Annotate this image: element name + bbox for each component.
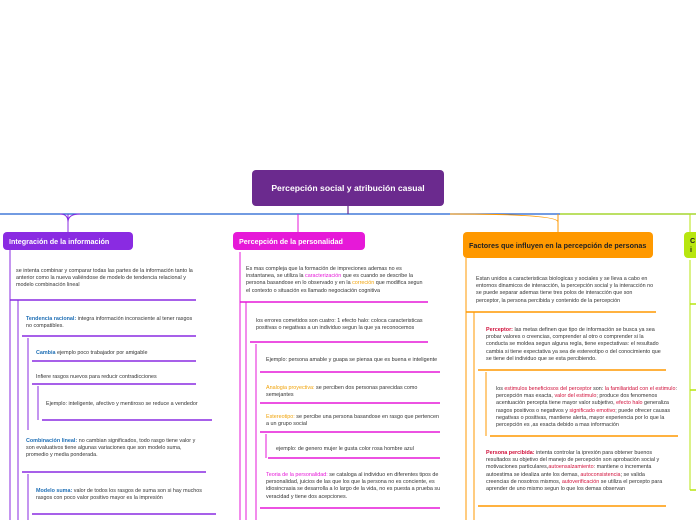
- ejemplo-color-node[interactable]: ejemplo: de genero mujer le gusta color rosa hombre azul: [276, 446, 414, 452]
- teoria-text: se cataloga al individuo en diferentes tipos de personalidad, juicios de las que los que la persona no es conciente, es idiosincrasia se desarrolla a lo largo de la vida, no es puesta a prueba su veracidad y tiene dos acepciones.: [266, 472, 441, 500]
- autoverificacion-highlight: autoverificación: [561, 478, 600, 485]
- branch-integracion-label: Integración de la información: [9, 236, 110, 246]
- ejemplo-vendedor-node[interactable]: Ejemplo: inteligente, afectivo y mentiroso se reduce a vendedor: [46, 401, 198, 407]
- branch-personalidad-label: Percepción de la personalidad: [239, 236, 343, 246]
- personalidad-intro[interactable]: [246, 266, 426, 295]
- autoconsistencia-highlight: autoconsistencia: [580, 471, 621, 478]
- combinacion-node[interactable]: [26, 438, 204, 460]
- estimulos-d: ; produce dos fenomenos acentuación percepta tiene mayor valor subjetivo,: [496, 393, 658, 407]
- emotivo-highlight: significado emotivo: [569, 407, 616, 414]
- infiere-node[interactable]: Infiere rasgos nuevos para reducir contradicciones: [36, 374, 157, 380]
- integracion-intro[interactable]: se intenta combinar y comparar todas las partes de la información tanto la anterior como la nueva valiéndose de modelo de tendencia relacional y modelo combinación lineal: [16, 268, 193, 289]
- estimulos-b: son:: [591, 386, 605, 392]
- percibida-a: intenta controlar la iprexión para obtener buenos resultados su objetivo del manejo de percepción son aprobación social y motivaciones particulares,: [486, 450, 660, 471]
- tendencia-text: integra información inconsciente al tener rasgos no compatibles.: [26, 316, 193, 330]
- intro-a: Es mas compleja que la formación de impreciones ademas no es instantanea, se utiliza la: [246, 266, 402, 280]
- modelo-suma-node[interactable]: [36, 488, 212, 502]
- tendencia-node[interactable]: [26, 316, 198, 330]
- persona-percibida-node[interactable]: [486, 450, 666, 493]
- tendencia-title: Tendencia racional:: [26, 316, 77, 322]
- halo-highlight: efecto halo: [616, 400, 643, 407]
- estimulos-highlight: estimulos beneficiosos del perceptor: [504, 386, 592, 392]
- estereotipo-text: se percibe una persona basandose en rasgo que pertencen a un grupo social: [266, 414, 439, 428]
- errores-node[interactable]: los errores cometidos son cuatro: 1 efecto halo: coloca caracteristicas positivas o negativas a un individuo segun la que ya reconocemos: [256, 318, 423, 332]
- estimulos-a: los: [496, 386, 505, 392]
- analogia-title: Analogia proyectiva:: [266, 385, 315, 391]
- branch-factores[interactable]: [463, 232, 653, 258]
- combinacion-title: Combinación lineal:: [26, 438, 78, 444]
- percibida-d: se utiliza el percepto para aprender de uno mismo segun lo que los demas observan: [486, 478, 663, 493]
- estimulos-e: generaliza rasgos positivos o negativos y: [496, 400, 669, 414]
- analogia-text: se perciben dos personas parecidas como semejantes: [266, 385, 418, 399]
- teoria-title: Teoria de la personalidad:: [266, 472, 328, 478]
- cambia-title: Cambia: [36, 350, 56, 356]
- intro-b: que es cuando se describe la persona basandose en lo observado y en la: [246, 273, 413, 287]
- intro-highlight-caracterizacion: caracterización: [305, 273, 342, 280]
- modelo-title: Modelo suma:: [36, 488, 73, 494]
- perceptor-title: Perceptor:: [486, 327, 513, 333]
- percibida-title: Persona percibida:: [486, 450, 535, 456]
- teoria-node[interactable]: [266, 472, 442, 501]
- estimulos-node[interactable]: [496, 386, 678, 429]
- combinacion-text: no cambian significados, todo rasgo tiene valor y son evaluativos tiene algunas variaciones que son modelo suma, promedio y media ponderada.: [26, 438, 196, 459]
- estimulos-f: ; puede ofrecer causas negativas o positivas, mantiene alerta, mayor experiencia por lo que la percepción es ,as exacta debido a mas información: [496, 407, 671, 429]
- ejemplo-halo-node[interactable]: Ejemplo: persona amable y guapa se piensa que es buena e inteligente: [266, 357, 438, 363]
- branch-integracion[interactable]: [3, 232, 133, 250]
- analogia-node[interactable]: [266, 385, 442, 399]
- branch-personalidad[interactable]: [233, 232, 365, 250]
- modelo-text: valor de todos los rasgos de suma son si hay muchos rasgos con poco valor positivo mayor es la impresión: [36, 488, 202, 502]
- percibida-b: : mantiene o incrementa autoestima se idealiza ante los demas,: [486, 464, 652, 478]
- branch-cuarta-label: C i: [690, 236, 696, 254]
- intro-highlight-correcion: correción: [352, 280, 375, 287]
- perceptor-text: las metas definen que tipo de información se busca ya sea probar valores o creencias, comprender al otro o comprender si la conducta se moldea segun alguna regla, tiene expectativas: el resultado cambia si tiene expectativa ya sea de estereotipo o del conocimiento que se tiene del individuo que se esta percibiendo.: [486, 327, 661, 362]
- cambia-text: ejemplo poco trabajador por amigable: [55, 350, 148, 356]
- branch-factores-label: Factores que influyen en la percepción de personas: [469, 240, 647, 250]
- autoensalzamiento-highlight: autoensalzamiento: [548, 464, 594, 471]
- estereotipo-node[interactable]: [266, 414, 442, 428]
- percibida-c: ; se valida creencias de nosotros mismos,: [486, 471, 645, 485]
- factores-intro[interactable]: Estan unidos a caracteristicas biologicas y sociales y se lleva a cabo en entornos dinamicos de interacción, la percepción social y la interacción no se puede separar ademas tiene tres polos de interacción que son perceptor, la persona percibida y contenido de la percepción: [476, 276, 654, 304]
- familiaridad-highlight: la familiaridad con el estimulo: [604, 386, 676, 392]
- branch-cuarta[interactable]: [684, 232, 696, 258]
- perceptor-node[interactable]: [486, 327, 666, 363]
- estimulos-c: : percepción mas exacta,: [496, 386, 677, 400]
- valor-highlight: valor del estimulo: [554, 393, 597, 400]
- cambia-node[interactable]: [36, 350, 196, 357]
- intro-c: que modifica segun el contexto o situación es llamado negociación cognitiva: [246, 280, 423, 294]
- central-topic[interactable]: Percepción social y atribución casual: [252, 170, 444, 206]
- estereotipo-title: Estereotipo:: [266, 414, 295, 420]
